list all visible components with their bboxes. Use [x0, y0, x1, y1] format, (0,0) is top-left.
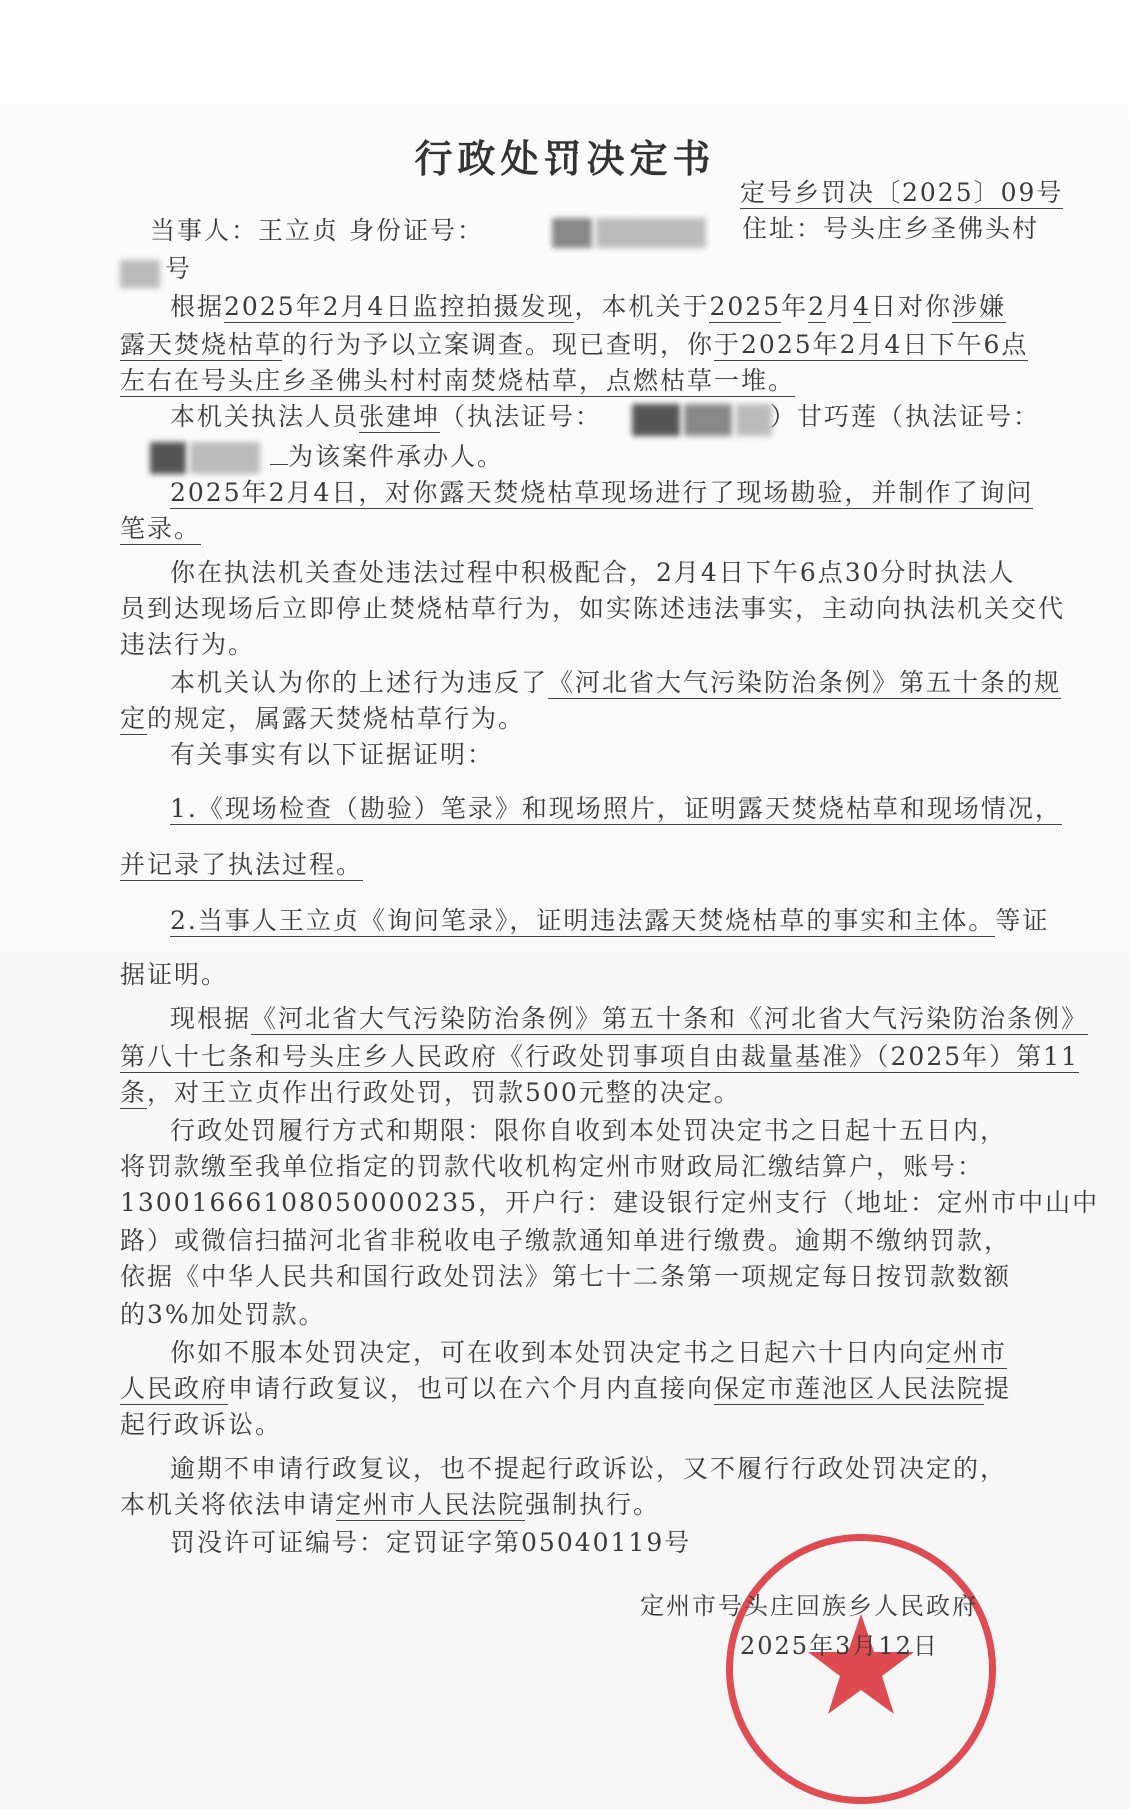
paragraph-line: 你在执法机关查处违法过程中积极配合，2月4日下午6点30分时执法人 [170, 558, 1016, 587]
issuer-name: 定州市号头庄回族乡人民政府 [640, 1592, 978, 1620]
paragraph-line: 依据《中华人民共和国行政处罚法》第七十二条第一项规定每日按罚款数额 [120, 1262, 1012, 1291]
paragraph-line: 违法行为。 [120, 630, 256, 659]
paragraph-line: 有关事实有以下证据证明： [170, 740, 495, 769]
paragraph-line: 逾期不申请行政复议，也不提起行政诉讼，又不履行行政处罚决定的， [170, 1454, 1008, 1483]
evidence-item: 据证明。 [120, 960, 229, 989]
document-title: 行政处罚决定书 [414, 136, 716, 181]
evidence-item: 1.《现场检查（勘验）笔录》和现场照片，证明露天焚烧枯草和现场情况， [170, 794, 1062, 823]
seal-graphic [726, 1534, 996, 1804]
paragraph-line: 的3%加处罚款。 [120, 1300, 326, 1329]
redacted-id [552, 218, 592, 248]
paragraph-line: 本机关执法人员张建坤（执法证号： [170, 402, 603, 431]
party-line: 当事人：王立贞 身份证号： [150, 216, 484, 245]
paragraph-line: 本机关认为你的上述行为违反了《河北省大气污染防治条例》第五十条的规 [170, 668, 1062, 697]
address-continued: 号 [165, 254, 193, 283]
redacted-cert-number [150, 442, 186, 474]
license-number: 罚没许可证编号：定罚证字第05040119号 [170, 1528, 692, 1557]
redacted-address [120, 260, 160, 288]
redacted-cert-number [736, 404, 772, 436]
paragraph-line: 13001666108050000235，开户行：建设银行定州支行（地址：定州市中山中 [120, 1188, 1100, 1217]
paragraph-line: 条，对王立贞作出行政处罚，罚款500元整的决定。 [120, 1078, 741, 1107]
paragraph-line: 起行政诉讼。 [120, 1410, 283, 1439]
paragraph-line: 第八十七条和号头庄乡人民政府《行政处罚事项自由裁量基准》（2025年）第11 [120, 1042, 1079, 1071]
redacted-id [596, 218, 706, 248]
paragraph-line: 笔录。 [120, 514, 202, 543]
paragraph-line: 你如不服本处罚决定，可在收到本处罚决定书之日起六十日内向定州市 [170, 1338, 1008, 1367]
paragraph-line: 现根据《河北省大气污染防治条例》第五十条和《河北省大气污染防治条例》 [170, 1004, 1089, 1033]
address-line: 住址：号头庄乡圣佛头村 [742, 214, 1040, 243]
paragraph-line: 根据2025年2月4日监控拍摄发现，本机关于2025年2月4日对你涉嫌 [170, 292, 1006, 321]
paragraph-line: 定的规定，属露天焚烧枯草行为。 [120, 704, 526, 733]
evidence-item: 并记录了执法过程。 [120, 850, 364, 879]
evidence-item: 2.当事人王立贞《询问笔录》，证明违法露天焚烧枯草的事实和主体。等证 [170, 906, 1050, 935]
document-number: 定号乡罚决〔2025〕09号 [740, 178, 1064, 207]
paragraph-line: 2025年2月4日，对你露天焚烧枯草现场进行了现场勘验，并制作了询问 [170, 478, 1034, 507]
paragraph-line: 为该案件承办人。 [270, 440, 504, 474]
redacted-cert-number [190, 442, 260, 474]
paragraph-line: 本机关将依法申请定州市人民法院强制执行。 [120, 1490, 661, 1519]
redacted-cert-number [684, 404, 732, 436]
paragraph-line: ）甘巧莲（执法证号： [770, 402, 1041, 431]
paragraph-line: 将罚款缴至我单位指定的罚款代收机构定州市财政局汇缴结算户，账号： [120, 1152, 985, 1181]
paragraph-line: 行政处罚履行方式和期限：限你自收到本处罚决定书之日起十五日内， [170, 1116, 1008, 1145]
redacted-cert-number [632, 404, 680, 436]
paragraph-line: 左右在号头庄乡圣佛头村村南焚烧枯草，点燃枯草一堆。 [120, 366, 796, 395]
official-seal [726, 1534, 996, 1804]
paragraph-line: 路）或微信扫描河北省非税收电子缴款通知单进行缴费。逾期不缴纳罚款， [120, 1226, 1012, 1255]
paragraph-line: 露天焚烧枯草的行为予以立案调查。现已查明，你于2025年2月4日下午6点 [120, 330, 1029, 359]
paragraph-line: 员到达现场后立即停止焚烧枯草行为，如实陈述违法事实，主动向执法机关交代 [120, 594, 1066, 623]
paragraph-line: 人民政府申请行政复议，也可以在六个月内直接向保定市莲池区人民法院提 [120, 1374, 1012, 1403]
issue-date: 2025年3月12日 [740, 1632, 939, 1660]
